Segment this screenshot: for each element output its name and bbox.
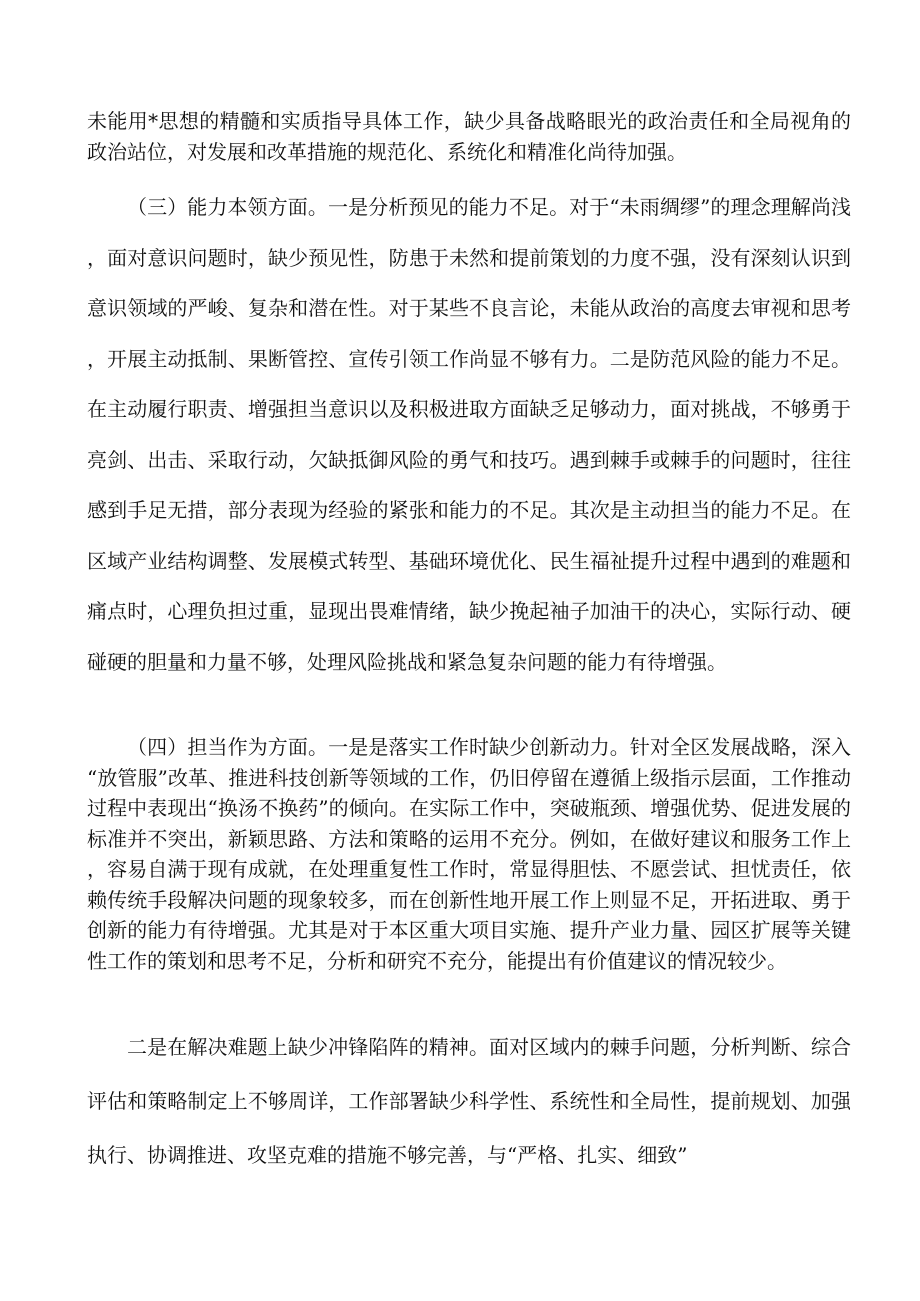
paragraph-responsibility-section: （四）担当作为方面。一是是落实工作时缺少创新动力。针对全区发展战略，深入“放管服”改革、推进科技创新等领域的工作，仍旧停留在遵循上级指示层面，工作推动过程中表现出“换汤不换药”的倾向。在实际工作中，突破瓶颈、增强优势、促进发展的标准并不突出，新颖思路、方法和策略的运用不充分。例如，在做好建议和服务工作上，容易自满于现有成就，在处理重复性工作时，常显得胆怯、不愿尝试、担忧责任，依赖传统手段解决问题的现象较多，而在创新性地开展工作上则显不足，开拓进取、勇于创新的能力有待增强。尤其是对于本区重大项目实施、提升产业力量、园区扩展等关键性工作的策划和思考不足，分析和研究不充分，能提出有价值建议的情况较少。 <box>87 735 851 973</box>
paragraph-problem-solving: 二是在解决难题上缺少冲锋陷阵的精神。面对区域内的棘手问题，分析判断、综合评估和策略制定上不够周详，工作部署缺少科学性、系统性和全局性，提前规划、加强执行、协调推进、攻坚克难的措施不够完善，与“严格、扎实、细致” <box>87 1035 851 1167</box>
paragraph-political-stance-continuation: 未能用*思想的精髓和实质指导具体工作，缺少具备战略眼光的政治责任和全局视角的政治站位，对发展和改革措施的规范化、系统化和精准化尚待加强。 <box>87 109 851 164</box>
paragraph-ability-section: （三）能力本领方面。一是分析预见的能力不足。对于“未雨绸缪”的理念理解尚浅，面对意识问题时，缺少预见性，防患于未然和提前策划的力度不强，没有深刻认识到意识领域的严峻、复杂和潜在性。对于某些不良言论，未能从政治的高度去审视和思考，开展主动抵制、果断管控、宣传引领工作尚显不够有力。二是防范风险的能力不足。在主动履行职责、增强担当意识以及积极进取方面缺乏足够动力，面对挑战，不够勇于亮剑、出击、采取行动，欠缺抵御风险的勇气和技巧。遇到棘手或棘手的问题时，往往感到手足无措，部分表现为经验的紧张和能力的不足。其次是主动担当的能力不足。在区域产业结构调整、发展模式转型、基础环境优化、民生福祉提升过程中遇到的难题和痛点时，心理负担过重，显现出畏难情绪，缺少挽起袖子加油干的决心，实际行动、硬碰硬的胆量和力量不够，处理风险挑战和紧急复杂问题的能力有待增强。 <box>87 195 851 674</box>
